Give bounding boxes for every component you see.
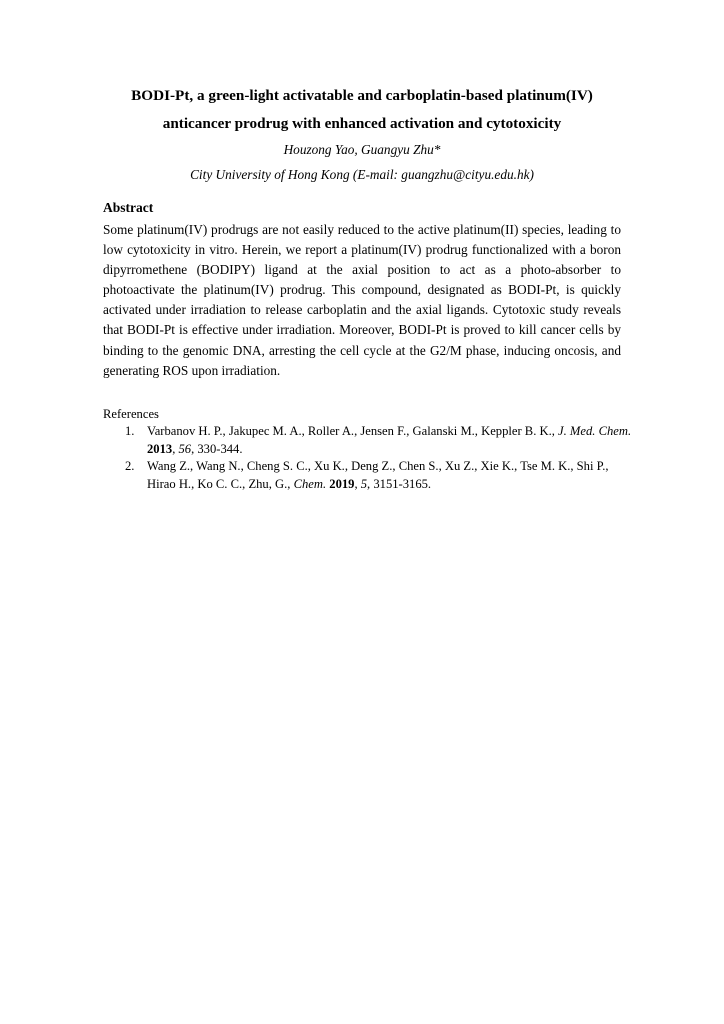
author-affiliation: City University of Hong Kong (E-mail: guangzhu@cityu.edu.hk) bbox=[190, 167, 534, 182]
reference-year: 2013 bbox=[147, 441, 173, 456]
reference-pages: , 330-344. bbox=[191, 441, 243, 456]
paper-title-line-2: anticancer prodrug with enhanced activation and cytotoxicity bbox=[162, 115, 562, 132]
reference-journal: Chem. bbox=[293, 476, 327, 491]
reference-number: 1. bbox=[125, 424, 135, 438]
references-heading: References bbox=[103, 407, 159, 421]
reference-authors: Wang Z., Wang N., Cheng S. C., Xu K., Deng Z., Chen S., Xu Z., Xie K., Tse M. K., Shi P., Hirao H., Ko C. C., Zhu, G., bbox=[147, 459, 609, 491]
reference-list bbox=[103, 423, 633, 493]
author-list: Houzong Yao, Guangyu Zhu* bbox=[283, 142, 441, 157]
reference-volume: 56 bbox=[178, 441, 192, 456]
reference-number: 2. bbox=[125, 459, 135, 473]
abstract-body: Some platinum(IV) prodrugs are not easily reduced to the active platinum(II) species, leading to low cytotoxicity in vitro. Herein, we report a platinum(IV) prodrug functionalized with a boron dipyrromethene (BODIPY) ligand at the axial position to act as a photo-absorber to photoactivate the platinum(IV) prodrug. This compound, designated as BODI-Pt, is quickly activated under irradiation to release carboplatin and the axial ligands. Cytotoxic study reveals that BODI-Pt is effective under irradiation. Moreover, BODI-Pt is proved to kill cancer cells by binding to the genomic DNA, arresting the cell cycle at the G2/M phase, inducing oncosis, and generating ROS upon irradiation. bbox=[103, 222, 621, 378]
paper-title-line-1: BODI-Pt, a green-light activatable and carboplatin-based platinum(IV) bbox=[131, 87, 593, 104]
reference-year: 2019 bbox=[329, 476, 355, 491]
reference-pages: , 3151-3165. bbox=[367, 476, 432, 491]
reference-item-2: 2. Wang Z., Wang N., Cheng S. C., Xu K., Deng Z., Chen S., Xu Z., Xie K., Tse M. K., Shi P., Hirao H., Ko C. C., Zhu, G., Chem. 2019, 5, 3151-3165. bbox=[125, 459, 609, 491]
abstract-heading: Abstract bbox=[103, 200, 154, 215]
reference-item-1: 1. Varbanov H. P., Jakupec M. A., Roller A., Jensen F., Galanski M., Keppler B. K., J. Med. Chem. 2013, 56, 330-344. bbox=[125, 424, 632, 456]
reference-journal: J. Med. Chem. bbox=[558, 424, 632, 438]
reference-authors: Varbanov H. P., Jakupec M. A., Roller A., Jensen F., Galanski M., Keppler B. K., bbox=[147, 424, 559, 438]
reference-volume: 5 bbox=[360, 476, 368, 491]
